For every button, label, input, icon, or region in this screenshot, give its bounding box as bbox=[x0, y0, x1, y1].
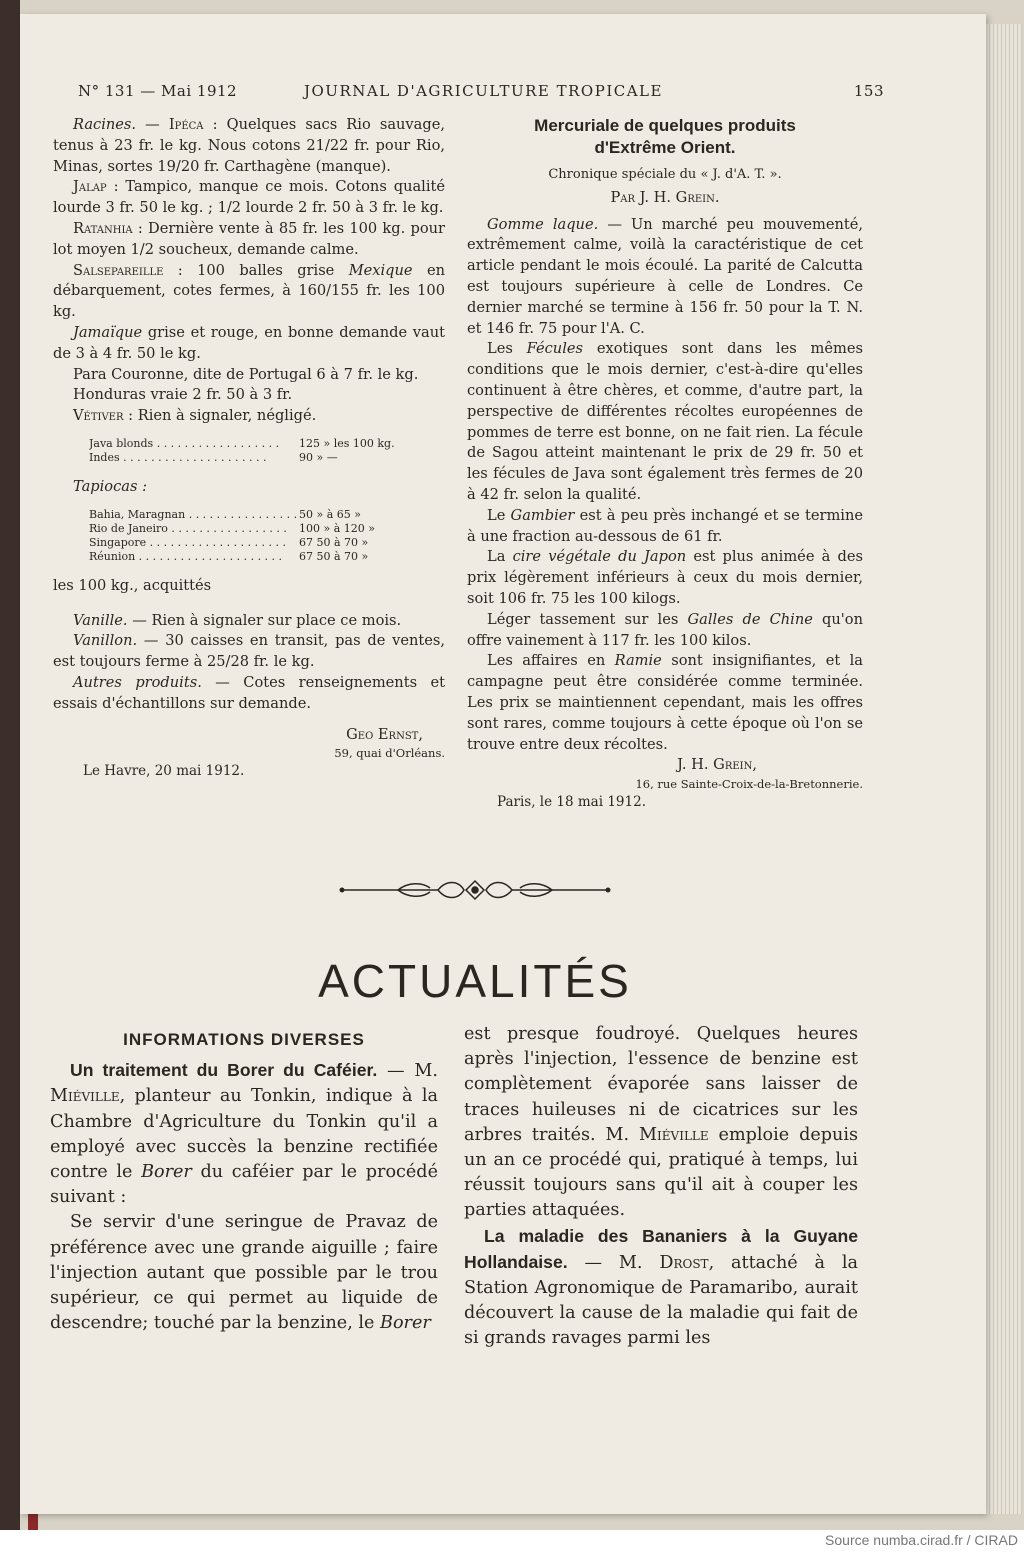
fecules-paragraph: Les Fécules exotiques sont dans les mêmes conditions que le mois dernier, c'est-à-dire qu'elles continuent à être chères, et comme, d'autre part, la perspective de différentes récoltes européennes de pommes de terre est bonne, on ne fait rien. La fécule de Sagou atteint maintenant le prix de 29 fr. 50 et les fécules de Java sont également très fermes de 20 à 42 fr. selon la qualité. bbox=[467, 340, 863, 503]
running-header bbox=[78, 82, 884, 106]
journal-title: JOURNAL D'AGRICULTURE TROPICALE bbox=[304, 82, 663, 100]
informations-left-column bbox=[50, 1027, 438, 1336]
ipeca-paragraph: Racines. — Ipéca : Quelques sacs Rio sauvage, tenus à 23 fr. le kg. Nous cotons 21/22 fr. pour Rio, Minas, sortes 19/20 fr. Carthagène (manque). bbox=[53, 116, 446, 175]
journal-page bbox=[20, 14, 986, 1514]
tapiocas-unit: les 100 kg., acquittés bbox=[53, 576, 212, 594]
source-credit: Source numba.cirad.fr / CIRAD bbox=[825, 1532, 1018, 1548]
vetiver-price-table bbox=[89, 437, 445, 465]
table-row: Réunion . . . . . . . . . . . . . . . . . . . . . 67 50 à 70 » bbox=[89, 549, 369, 563]
seringue-paragraph: Se servir d'une seringue de Pravaz de préférence avec une grande aiguille ; faire l'injection autant que possible par le trou supérieur, ce qui permet au liquide de descendre; touché par la benzine, le Borer bbox=[50, 1212, 438, 1334]
informations-heading: INFORMATIONS DIVERSES bbox=[123, 1030, 365, 1049]
market-report-left bbox=[53, 115, 445, 782]
galles-paragraph: Léger tassement sur les Galles de Chine qu'on offre vainement à 117 fr. les 100 kilos. bbox=[467, 610, 863, 649]
place-date: Le Havre, 20 mai 1912. bbox=[83, 763, 245, 780]
byline: Par J. H. Grein. bbox=[610, 188, 720, 206]
table-row: Indes . . . . . . . . . . . . . . . . . . . . . 90 » — bbox=[89, 450, 338, 464]
salsepareille-paragraph: Salsepareille : 100 balles grise Mexique en débarquement, cotes fermes, à 160/155 fr. les 100 kg. bbox=[53, 261, 445, 321]
informations-right-column bbox=[464, 1022, 858, 1352]
page-edges bbox=[986, 24, 1022, 1514]
mercuriale-title: Mercuriale de quelques produits d'Extrême Orient. bbox=[534, 116, 796, 157]
book-spine bbox=[0, 0, 20, 1530]
tapiocas-label: Tapiocas : bbox=[73, 477, 148, 495]
section-title: ACTUALITÉS bbox=[318, 955, 632, 1007]
table-row: Bahia, Maragnan . . . . . . . . . . . . . . . . 50 » à 65 » bbox=[89, 507, 361, 521]
borer-paragraph: Un traitement du Borer du Caféier. — M. Miéville, planteur au Tonkin, indique à la Chambre d'Agriculture du Tonkin qu'il a employé avec succès la benzine rectifiée contre le Borer du caféier par le procédé suivant : bbox=[50, 1060, 438, 1208]
table-row: Singapore . . . . . . . . . . . . . . . . . . . . 67 50 à 70 » bbox=[89, 535, 369, 549]
signature-name: Geo Ernst, bbox=[346, 725, 423, 743]
cire-paragraph: La cire végétale du Japon est plus animée à des prix légèrement inférieurs à ceux du mois dernier, soit 106 fr. 75 les 100 kilogs. bbox=[467, 548, 863, 607]
honduras-line: Honduras vraie 2 fr. 50 à 3 fr. bbox=[73, 386, 293, 404]
autres-paragraph: Autres produits. — Cotes renseignements et essais d'échantillons sur demande. bbox=[53, 673, 445, 712]
gomme-paragraph: Gomme laque. — Un marché peu mouvementé, extrêmement calme, voilà la caractéristique de cet article pendant le mois écoulé. La parité de Calcutta est toujours supérieure à celle de Londres. Ce dernier marché se termine à 156 fr. 50 pour la T. N. et 146 fr. 75 pour l'A. C. bbox=[467, 215, 863, 337]
bananiers-paragraph: La maladie des Bananiers à la Guyane Hollandaise. — M. Drost, attaché à la Station Agronomique de Paramaribo, aurait découvert la cause de la maladie qui fait de si grands ravages parmi les bbox=[464, 1225, 858, 1349]
tapiocas-price-table bbox=[89, 508, 445, 564]
borer-continued-paragraph: est presque foudroyé. Quelques heures après l'injection, l'essence de benzine est complètement évaporée sans laisser de traces huileuses ni de cicatrices sur les arbres traités. M. Miéville emploie depuis un an ce procédé qui, pratiqué à temps, lui réussit toujours sans qu'il ait à couper les parties attaquées. bbox=[464, 1024, 858, 1221]
table-row: Rio de Janeiro . . . . . . . . . . . . . . . . . 100 » à 120 » bbox=[89, 521, 375, 535]
signature-address: 59, quai d'Orléans. bbox=[334, 746, 445, 761]
mercuriale-column bbox=[467, 115, 863, 813]
ramie-paragraph: Les affaires en Ramie sont insignifiantes, et la campagne peut être considérée comme terminée. Les prix se maintiennent cependant, mais les offres sont rares, comme toujours à cette époque où l'on se trouve entre deux récoltes. bbox=[467, 652, 864, 753]
jalap-paragraph: Jalap : Tampico, manque ce mois. Cotons qualité lourde 3 fr. 50 le kg. ; 1/2 lourde 2 fr. 50 à 3 fr. le kg. bbox=[53, 178, 445, 217]
chronique-line: Chronique spéciale du « J. d'A. T. ». bbox=[548, 167, 782, 182]
para-line: Para Couronne, dite de Portugal 6 à 7 fr. le kg. bbox=[73, 365, 419, 383]
place-date: Paris, le 18 mai 1912. bbox=[497, 794, 646, 811]
issue-number: N° 131 — Mai 1912 bbox=[78, 82, 238, 100]
table-row: Java blonds . . . . . . . . . . . . . . . . . . 125 » les 100 kg. bbox=[89, 436, 395, 450]
gambier-paragraph: Le Gambier est à peu près inchangé et se termine à une fraction au-dessous de 61 fr. bbox=[467, 506, 863, 545]
jamaique-paragraph: Jamaïque grise et rouge, en bonne demande vaut de 3 à 4 fr. 50 le kg. bbox=[53, 323, 445, 362]
ratanhia-paragraph: Ratanhia : Dernière vente à 85 fr. les 100 kg. pour lot moyen 1/2 soucheux, demande calme. bbox=[53, 219, 445, 258]
signature-address: 16, rue Sainte-Croix-de-la-Bretonnerie. bbox=[635, 777, 863, 792]
vetiver-paragraph: Vétiver : Rien à signaler, négligé. bbox=[73, 407, 317, 425]
page-number: 153 bbox=[853, 82, 884, 100]
ornamental-divider bbox=[338, 876, 612, 904]
vanille-paragraph: Vanille. — Rien à signaler sur place ce mois. bbox=[73, 611, 402, 629]
vanillon-paragraph: Vanillon. — 30 caisses en transit, pas de ventes, est toujours ferme à 25/28 fr. le kg. bbox=[53, 632, 445, 671]
signature-name: J. H. Grein, bbox=[677, 756, 757, 774]
